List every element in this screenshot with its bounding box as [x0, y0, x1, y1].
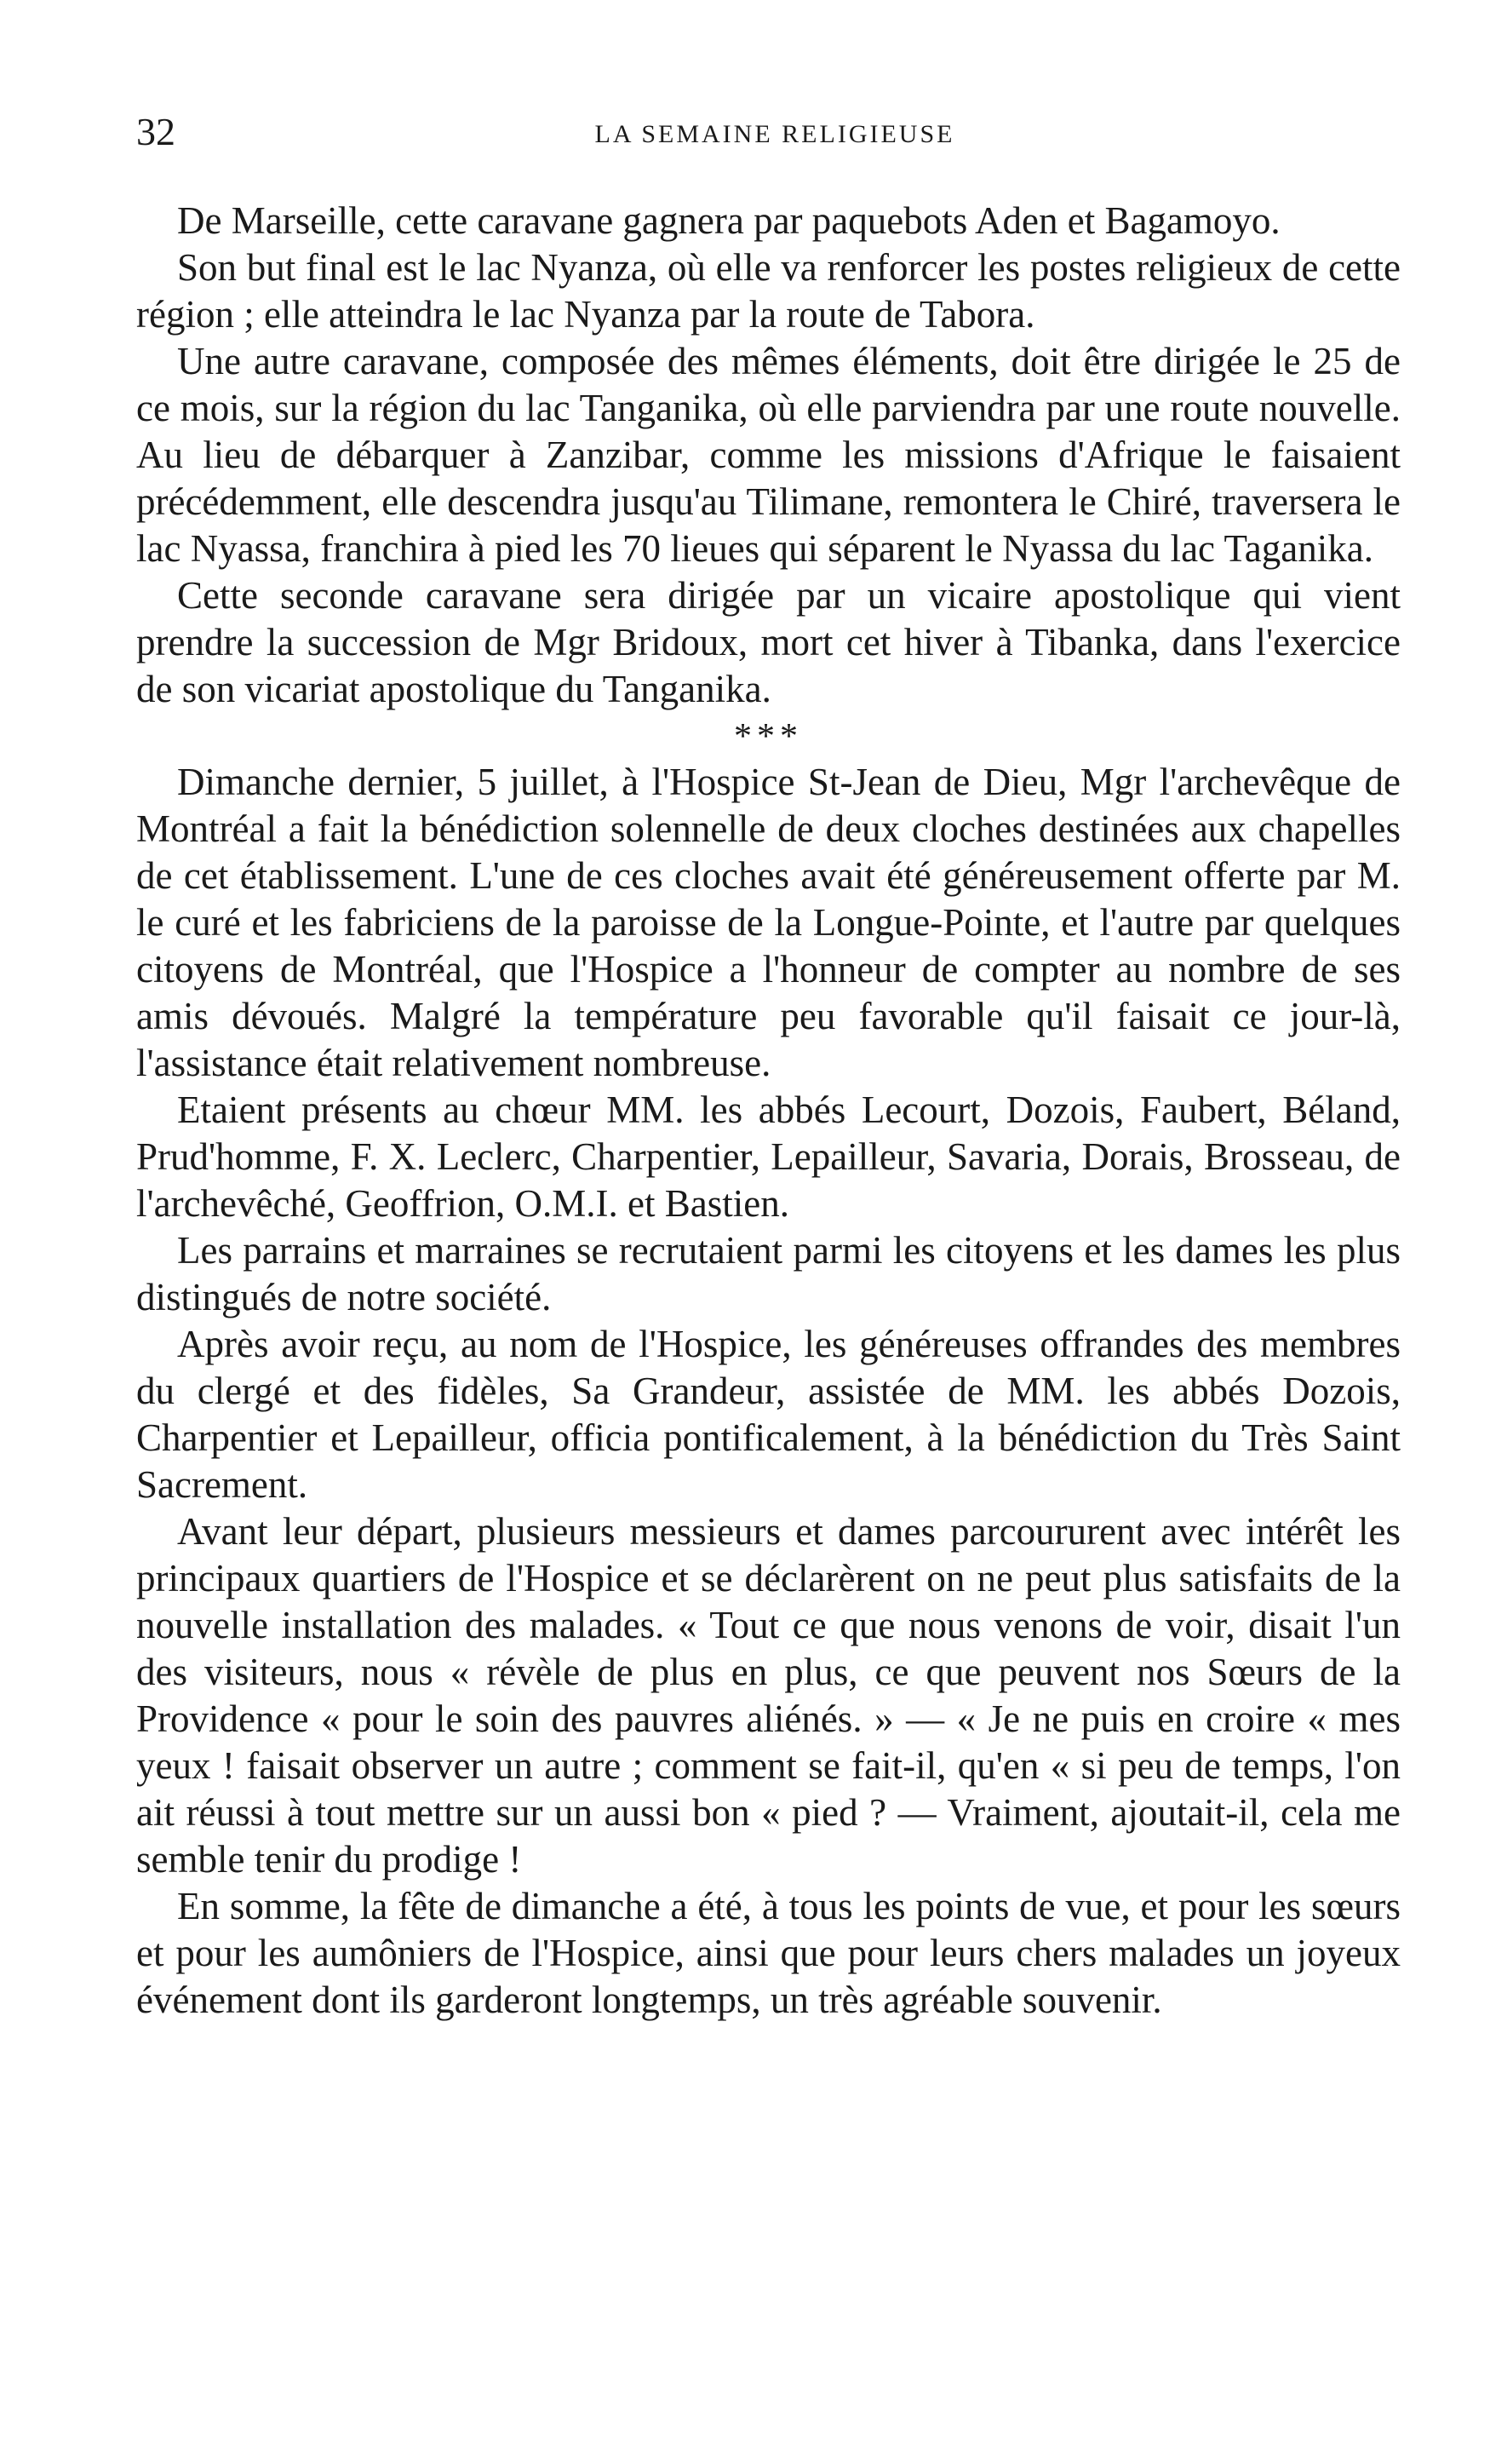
document-page: [136, 111, 1413, 2024]
paragraph-clergy-present: Etaient présents au chœur MM. les abbés Lecourt, Dozois, Faubert, Béland, Prud'homme, F. X. Leclerc, Charpentier, Lepailleur, Savaria, Dorais, Brosseau, de l'archevêché, Geoffrion, O.M.I. et Bastien.: [136, 1088, 1401, 1225]
paragraph-godparents: Les parrains et marraines se recrutaient parmi les citoyens et les dames les plus distingués de notre société.: [136, 1229, 1401, 1318]
paragraph-vicar-apostolic: Cette seconde caravane sera dirigée par un vicaire apostolique qui vient prendre la succession de Mgr Bridoux, mort cet hiver à Tibanka, dans l'exercice de son vicariat apostolique du Tanganika.: [136, 574, 1401, 710]
running-title: LA SEMAINE RELIGIEUSE: [594, 120, 955, 148]
paragraph-second-caravan: Une autre caravane, composée des mêmes éléments, doit être dirigée le 25 de ce mois, sur la région du lac Tanganika, où elle parviendra par une route nouvelle. Au lieu de débarquer à Zanzibar, comme les missions d'Afrique le faisaient précédemment, elle descendra jusqu'au Tilimane, remontera le Chiré, traversera le lac Nyassa, franchira à pied les 70 lieues qui séparent le Nyassa du lac Taganika.: [136, 340, 1401, 570]
paragraph-caravan-route: De Marseille, cette caravane gagnera par paquebots Aden et Bagamoyo.: [177, 199, 1281, 242]
article-body: [136, 198, 1401, 2024]
paragraph-visitors-quotes: Avant leur départ, plusieurs messieurs et dames parcoururent avec intérêt les principaux quartiers de l'Hospice et se déclarèrent on ne peut plus satisfaits de la nouvelle installation des malades. « Tout ce que nous venons de voir, disait l'un des visiteurs, nous « révèle de plus en plus, ce que peuvent nos Sœurs de la Providence « pour le soin des pauvres aliénés. » — « Je ne puis en croire « mes yeux ! faisait observer un autre ; comment se fait-il, qu'en « si peu de temps, l'on ait réussi à tout mettre sur un aussi bon « pied ? — Vraiment, ajoutait-il, cela me semble tenir du prodige !: [136, 1510, 1401, 1881]
paragraph-offerings: Après avoir reçu, au nom de l'Hospice, les généreuses offrandes des membres du clergé et des fidèles, Sa Grandeur, assistée de MM. les abbés Dozois, Charpentier et Lepailleur, officia pontificalement, à la bénédiction du Très Saint Sacrement.: [136, 1323, 1401, 1506]
paragraph-bell-blessing: Dimanche dernier, 5 juillet, à l'Hospice St-Jean de Dieu, Mgr l'archevêque de Montréal a fait la bénédiction solennelle de deux cloches destinées aux chapelles de cet établissement. L'une de ces cloches avait été généreusement offerte par M. le curé et les fabriciens de la paroisse de la Longue-Pointe, et l'autre par quelques citoyens de Montréal, que l'Hospice a l'honneur de compter au nombre de ses amis dévoués. Malgré la température peu favorable qu'il faisait ce jour-là, l'assistance était relativement nombreuse.: [136, 761, 1401, 1084]
section-separator: ***: [734, 717, 803, 756]
page-number: 32: [136, 110, 175, 153]
running-head: [136, 111, 1413, 179]
paragraph-conclusion: En somme, la fête de dimanche a été, à tous les points de vue, et pour les sœurs et pour les aumôniers de l'Hospice, ainsi que pour leurs chers malades un joyeux événement dont ils garderont longtemps, un très agréable souvenir.: [136, 1885, 1401, 2021]
paragraph-nyanza-goal: Son but final est le lac Nyanza, où elle va renforcer les postes religieux de cette région ; elle atteindra le lac Nyanza par la route de Tabora.: [136, 246, 1401, 336]
